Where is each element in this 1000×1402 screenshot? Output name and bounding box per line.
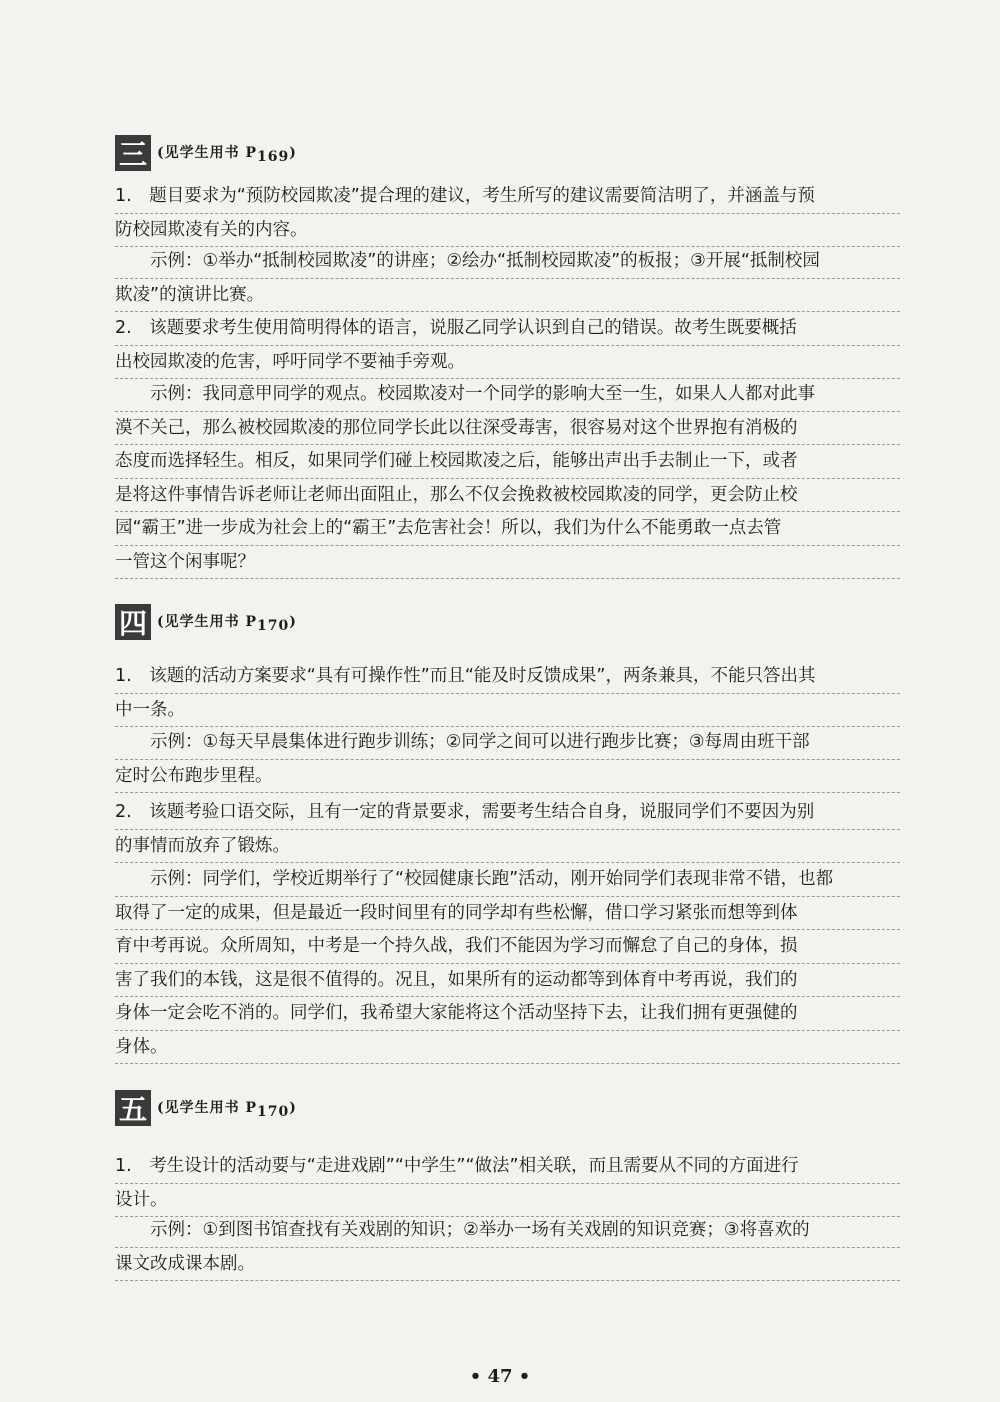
section-reference: (见学生用书 $P_{169}$) (157, 144, 297, 165)
example-paragraph: 示例：①举办“抵制校园欺凌”的讲座；②绘办“抵制校园欺凌”的板报；③开展“抵制校园 欺凌”的演讲比赛。 (115, 245, 900, 312)
section-header-4 (115, 602, 297, 642)
section-reference: (见学生用书 $P_{170}$) (157, 1099, 297, 1120)
section-header-3 (115, 133, 297, 173)
answer-paragraph: 1. 该题的活动方案要求“具有可操作性”而且“能及时反馈成果”，两条兼具，不能只答出其 中一条。 (115, 660, 900, 727)
section-badge: 四 (115, 604, 151, 640)
example-paragraph: 示例：同学们，学校近期举行了“校园健康长跑”活动，刚开始同学们表现非常不错，也都 取得了一定的成果，但是最近一段时间里有的同学却有些松懈，借口学习紧张而想等到体 育中考再说。众所周知，中考是一个持久战，我们不能因为学习而懈怠了自己的身体，损 害了我们的本钱，这是很不值得的。况且，如果所有的运动都等到体育中考再说，我们的 身体一定会吃不消的。同学们，我希望大家能将这个活动坚持下去，让我们拥有更强健的 身体。 (115, 863, 900, 1064)
section-badge: 三 (115, 135, 151, 171)
answer-paragraph: 2. 该题要求考生使用简明得体的语言，说服乙同学认识到自己的错误。故考生既要概括 出校园欺凌的危害，呼吁同学不要袖手旁观。 (115, 312, 900, 379)
answer-paragraph: 1. 考生设计的活动要与“走进戏剧”“中学生”“做法”相关联，而且需要从不同的方面进行 设计。 (115, 1150, 900, 1217)
answer-paragraph: 2. 该题考验口语交际，且有一定的背景要求，需要考生结合自身，说服同学们不要因为别 的事情而放弃了锻炼。 (115, 796, 900, 863)
section-badge: 五 (115, 1090, 151, 1126)
example-paragraph: 示例：我同意甲同学的观点。校园欺凌对一个同学的影响大至一生，如果人人都对此事 漠不关己，那么被校园欺凌的那位同学长此以往深受毒害，很容易对这个世界抱有消极的 态度而选择轻生。相反，如果同学们碰上校园欺凌之后，能够出声出手去制止一下，或者 是将这件事情告诉老师让老师出面阻止，那么不仅会挽救被校园欺凌的同学，更会防止校 园“霸王”进一步成为社会上的“霸王”去危害社会！所以，我们为什么不能勇敢一点去管 一管这个闲事呢？ (115, 378, 900, 579)
example-paragraph: 示例：①到图书馆查找有关戏剧的知识；②举办一场有关戏剧的知识竞赛；③将喜欢的 课文改成课本剧。 (115, 1214, 900, 1281)
answer-paragraph: 1. 题目要求为“预防校园欺凌”提合理的建议，考生所写的建议需要简洁明了，并涵盖与预 防校园欺凌有关的内容。 (115, 180, 900, 247)
page-number: • 47 • (469, 1366, 531, 1387)
example-paragraph: 示例：①每天早晨集体进行跑步训练；②同学之间可以进行跑步比赛；③每周由班干部 定时公布跑步里程。 (115, 726, 900, 793)
section-reference: (见学生用书 $P_{170}$) (157, 613, 297, 634)
section-header-5 (115, 1088, 297, 1128)
